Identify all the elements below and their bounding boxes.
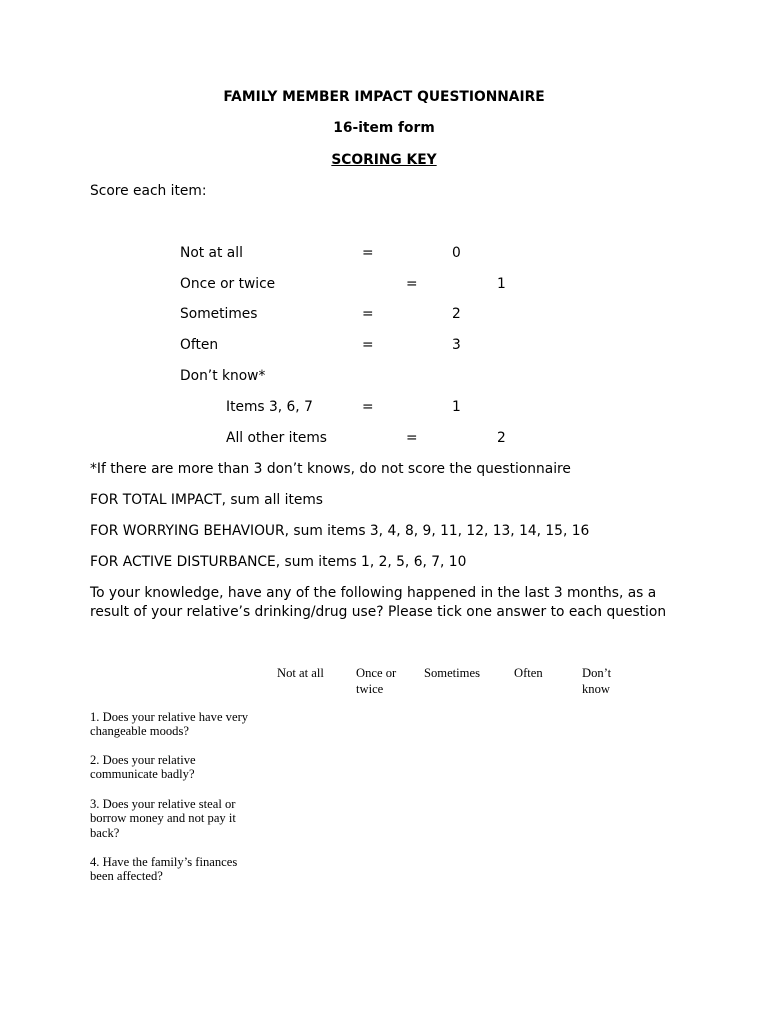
question-line: 3. Does your relative steal or [90,796,236,811]
form-subtitle: 16-item form [333,120,435,136]
document-title: FAMILY MEMBER IMPACT QUESTIONNAIRE [223,89,545,105]
column-header-once-or-twice [356,665,396,697]
scoring-value: 1 [497,276,506,292]
column-header-line: Once or [356,666,397,680]
column-header-sometimes [424,665,480,681]
scoring-label: Often [180,337,219,353]
column-header-line: Don’t [582,666,612,680]
column-header-not-at-all [277,665,324,681]
question-line: 1. Does your relative have very [90,709,249,724]
subscale-total-impact: FOR TOTAL IMPACT, sum all items [90,492,323,508]
column-header-line: know [582,682,610,696]
instruction-text: Score each item: [90,183,207,199]
question-line: back? [90,826,120,840]
scoring-row [0,243,768,263]
subscale-active-disturbance: FOR ACTIVE DISTURBANCE, sum items 1, 2, 5, 6, 7, 10 [90,554,467,570]
dont-know-label: Don’t know* [180,368,266,384]
equals-sign: = [362,337,374,353]
equals-sign: = [362,245,374,261]
question-line: 2. Does your relative [90,752,196,767]
column-header-line: Not at all [277,666,324,680]
scoring-label: Sometimes [180,306,258,322]
column-header-line: twice [356,682,384,696]
scoring-value: 2 [452,306,461,322]
question-item [90,710,248,739]
prompt-line: To your knowledge, have any of the following happened in the last 3 months, as a [90,585,657,601]
column-header-often [514,665,543,681]
equals-sign: = [362,399,374,415]
question-line: 4. Have the family’s finances [90,854,238,869]
scoring-row [0,274,768,294]
scoring-subrow [0,397,768,417]
column-header-line: Sometimes [424,666,480,680]
scoring-value: 3 [452,337,461,353]
scoring-label: Items 3, 6, 7 [226,399,313,415]
prompt-line: result of your relative’s drinking/drug use? Please tick one answer to each question [90,604,667,620]
question-line: been affected? [90,869,163,884]
question-line: borrow money and not pay it [90,811,236,826]
question-item [90,855,237,884]
question-item [90,797,236,841]
subscale-worrying-behaviour: FOR WORRYING BEHAVIOUR, sum items 3, 4, 8, 9, 11, 12, 13, 14, 15, 16 [90,523,590,539]
scoring-label: All other items [226,430,327,446]
question-line: changeable moods? [90,724,189,739]
equals-sign: = [362,306,374,322]
scoring-value: 1 [452,399,461,415]
scoring-row [0,304,768,324]
scoring-label: Once or twice [180,276,276,292]
scoring-value: 2 [497,430,506,446]
scoring-footnote: *If there are more than 3 don’t knows, do not score the questionnaire [90,461,571,477]
section-heading: SCORING KEY [331,152,437,168]
column-header-dont-know [582,665,611,697]
scoring-label: Not at all [180,245,243,261]
column-header-line: Often [514,666,543,680]
scoring-value: 0 [452,245,461,261]
question-item [90,753,196,782]
scoring-subrow [0,428,768,448]
equals-sign: = [406,430,418,446]
scoring-row [0,335,768,355]
question-line: communicate badly? [90,767,195,782]
section-heading-wrapper [0,150,768,170]
equals-sign: = [406,276,418,292]
